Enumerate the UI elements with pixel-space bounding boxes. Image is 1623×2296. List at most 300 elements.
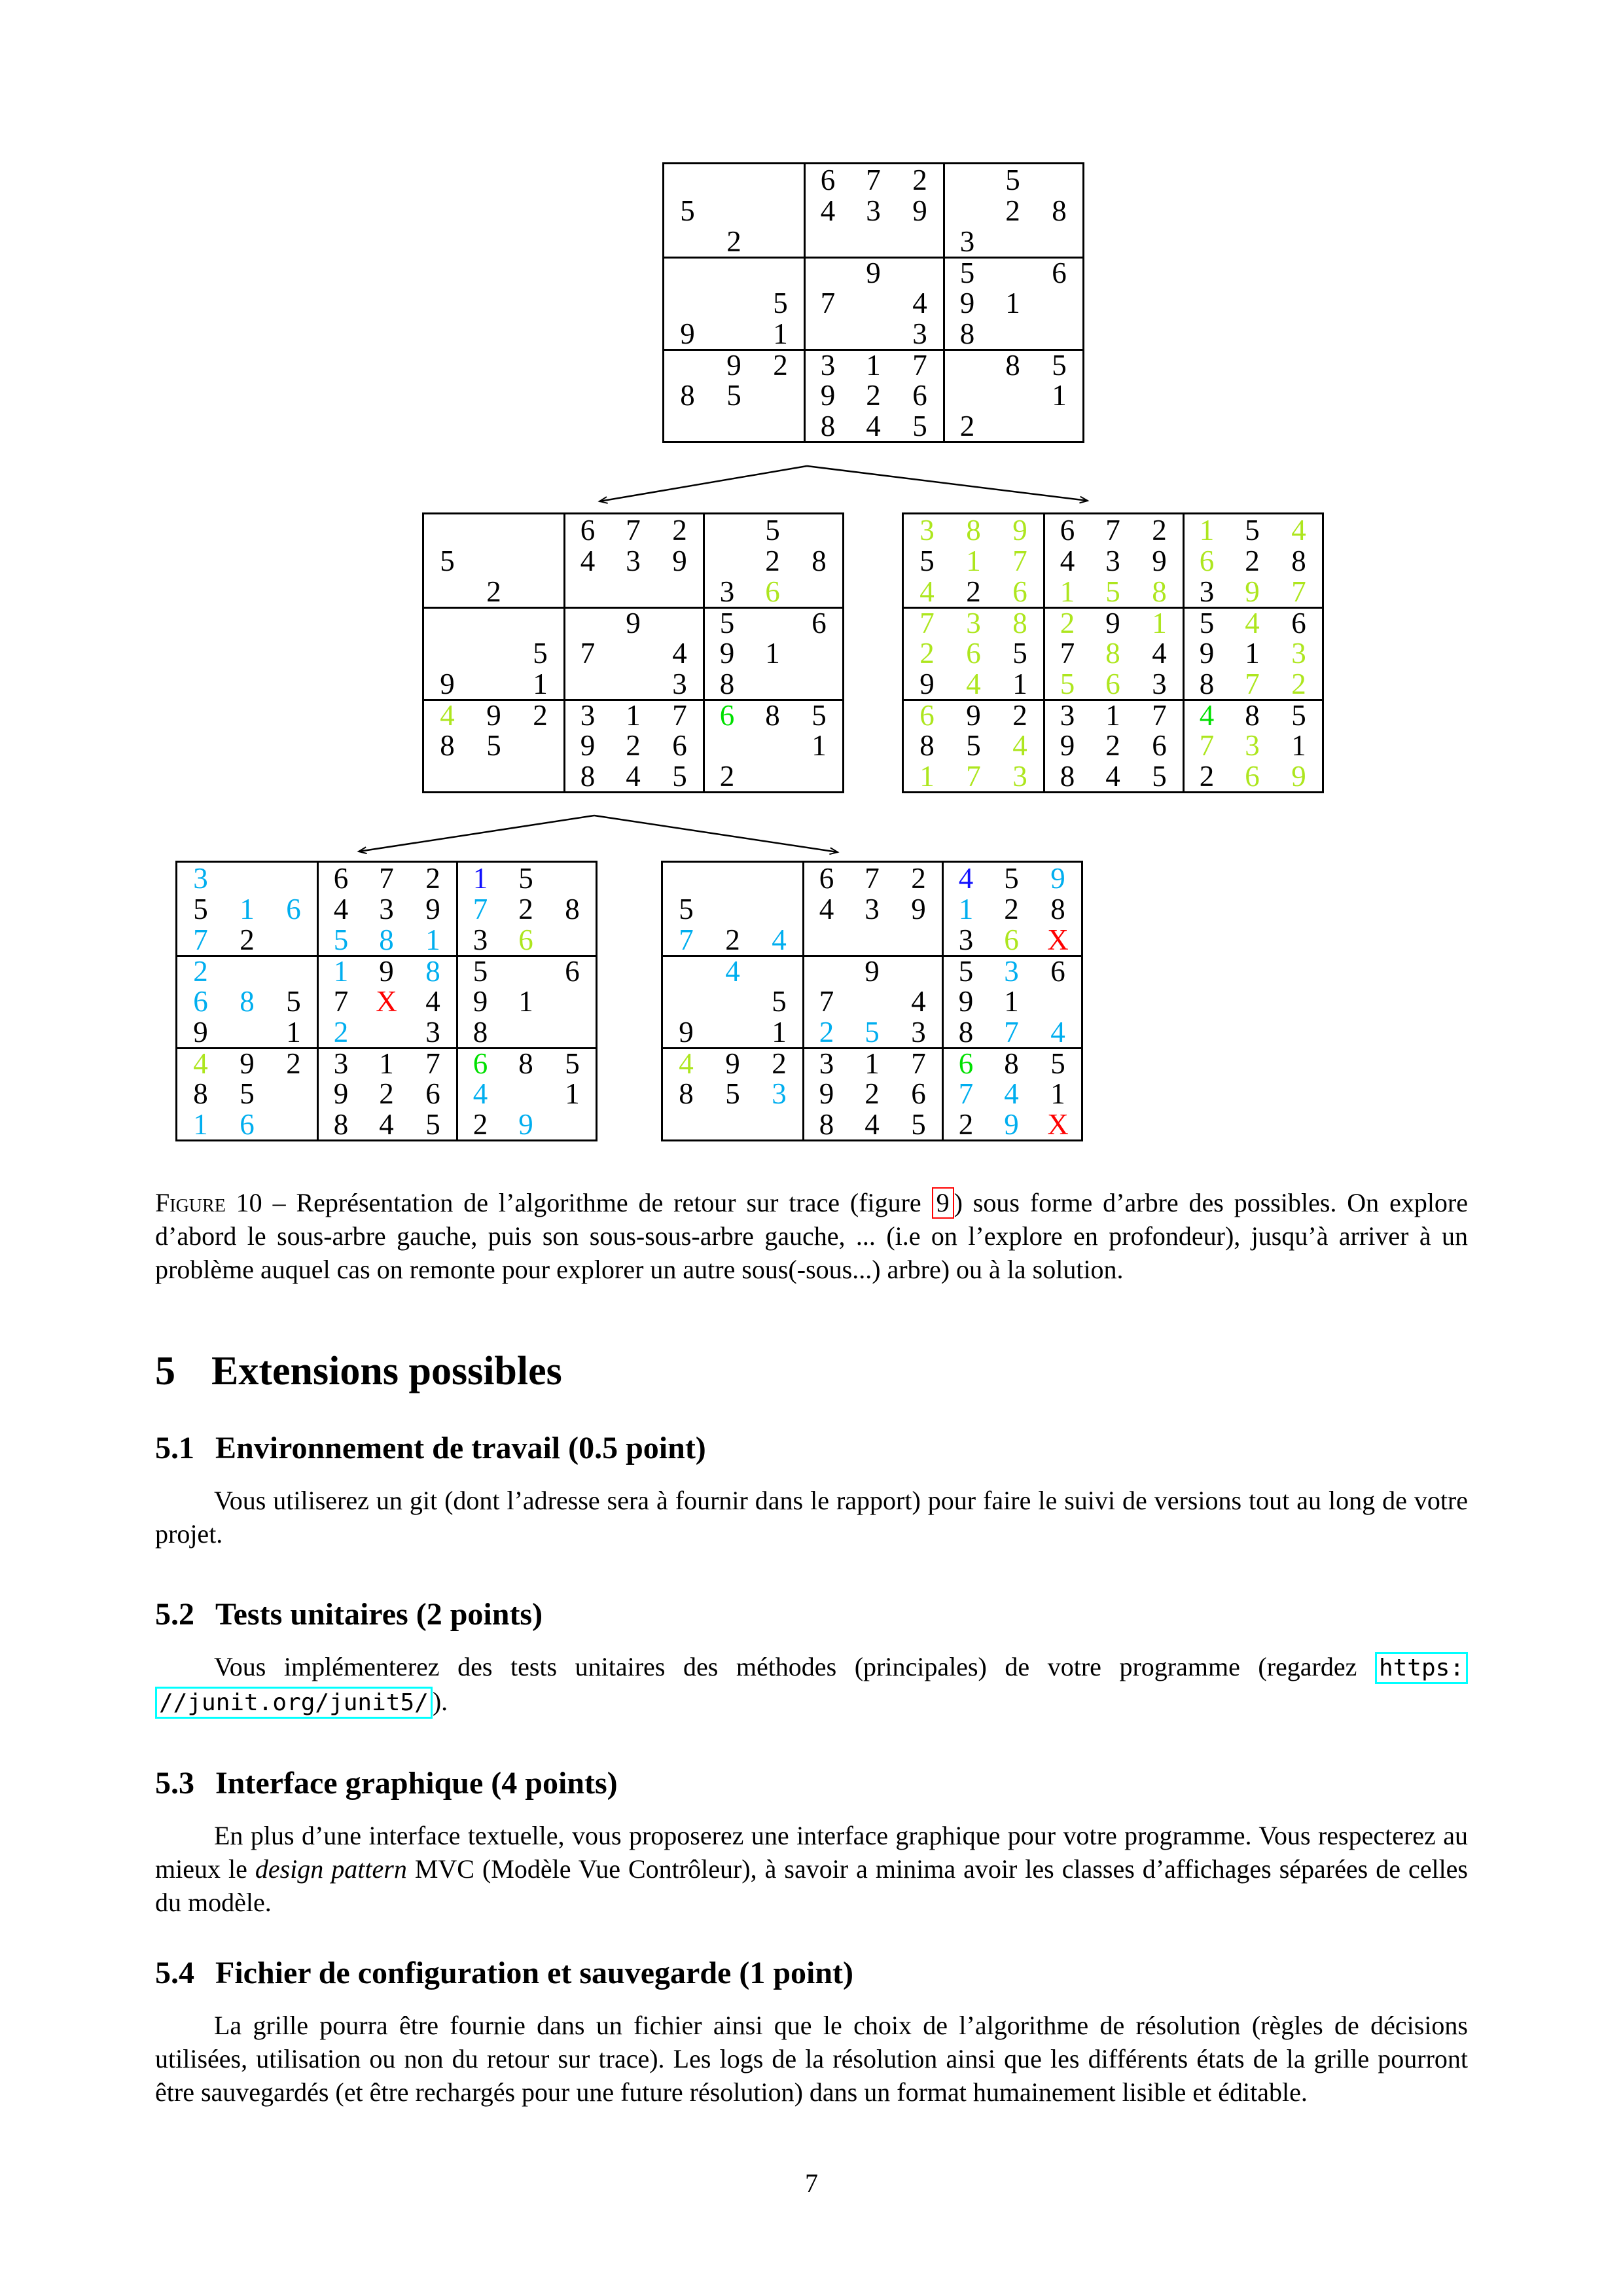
sudoku-cell: 9 xyxy=(1012,513,1027,547)
sudoku-cell: 9 xyxy=(471,699,517,730)
sudoku-cell: 6 xyxy=(911,1077,926,1110)
sudoku-cell: 3 xyxy=(802,1047,849,1078)
sudoku-cell: 9 xyxy=(709,1047,756,1078)
sudoku-cell: 2 xyxy=(177,955,224,986)
sudoku-cell xyxy=(224,863,270,893)
sudoku-cell: 9 xyxy=(672,544,687,577)
sudoku-cell xyxy=(757,164,804,195)
sudoku-cell: 8 xyxy=(240,984,255,1018)
sudoku-cell: 6 xyxy=(802,863,849,893)
sudoku-cell: 7 xyxy=(802,986,849,1016)
sudoku-cell xyxy=(471,761,517,791)
sudoku-cell xyxy=(756,1109,802,1139)
sudoku-cell: 8 xyxy=(1050,892,1065,925)
sudoku-cell: 8 xyxy=(988,1047,1035,1078)
sudoku-cell xyxy=(270,863,317,893)
sudoku-cell: 9 xyxy=(1090,607,1136,637)
sudoku-cell: 4 xyxy=(1229,607,1275,637)
sudoku-cell xyxy=(610,576,656,607)
sudoku-cell: 9 xyxy=(563,730,610,761)
sudoku-cell: 1 xyxy=(565,1077,580,1110)
sudoku-cell: 8 xyxy=(1105,636,1120,670)
tree-arrow-left-to-bottomleft xyxy=(359,816,594,852)
sudoku-cell: 4 xyxy=(865,1107,880,1141)
sudoku-cell: 6 xyxy=(804,164,850,195)
sudoku-cell xyxy=(703,545,749,576)
sudoku-cell xyxy=(749,761,796,791)
sudoku-cell: 1 xyxy=(849,1047,895,1078)
sudoku-cell: 7 xyxy=(1105,513,1120,547)
sudoku-cell xyxy=(1036,410,1082,441)
sudoku-cell: 1 xyxy=(363,1047,410,1078)
sudoku-cell: 7 xyxy=(897,349,943,380)
sudoku-cell: 4 xyxy=(1012,728,1027,762)
subsection-number: 5.4 xyxy=(155,1956,194,1990)
sudoku-cell: 9 xyxy=(317,1078,363,1109)
sudoku-cell: 2 xyxy=(703,761,749,791)
sudoku-cell: 2 xyxy=(1245,544,1260,577)
sudoku-cell xyxy=(897,226,943,257)
sudoku-cell: 3 xyxy=(1245,728,1260,762)
sudoku-cell: X xyxy=(1047,923,1069,956)
sudoku-cell xyxy=(656,607,703,637)
sudoku-cell: 7 xyxy=(193,923,208,956)
sudoku-cell: 7 xyxy=(456,893,503,924)
sudoku-cell: 8 xyxy=(802,1109,849,1139)
sudoku-cell: 4 xyxy=(379,1107,394,1141)
sudoku-cell xyxy=(802,924,849,955)
sudoku-cell xyxy=(424,637,471,668)
sudoku-cell: 5 xyxy=(765,513,780,547)
sudoku-cell: 9 xyxy=(193,1015,208,1049)
sudoku-cell xyxy=(757,257,804,287)
sudoku-cell: 8 xyxy=(456,1016,503,1047)
sudoku-cell: 2 xyxy=(672,513,687,547)
sudoku-cell xyxy=(563,576,610,607)
sudoku-cell: 2 xyxy=(270,1047,317,1078)
sudoku-cell xyxy=(424,576,471,607)
sudoku-cell: 4 xyxy=(942,863,988,893)
sudoku-cell: 5 xyxy=(193,892,208,925)
sudoku-cell xyxy=(1036,164,1082,195)
sudoku-cell: 1 xyxy=(456,863,503,893)
subsection-54-heading xyxy=(155,1955,1468,1992)
sudoku-cell: 1 xyxy=(425,923,440,956)
sudoku-cell: 8 xyxy=(379,923,394,956)
sudoku-cell xyxy=(711,257,757,287)
sudoku-cell xyxy=(796,576,842,607)
sudoku-cell xyxy=(663,986,709,1016)
sudoku-cell: 9 xyxy=(610,607,656,637)
paragraph-54: La grille pourra être fournie dans un fichier ainsi que le choix de l’algorithme de résolution (règles de décisions utilisées, utilisation ou non du retour sur trace). Les logs de la résolution ainsi que les différents états de la grille pourront être sauvegardés (et être rechargés pour une future résolution) dans un format humainement lisible et éditable. xyxy=(155,2011,1468,2107)
sudoku-cell: 7 xyxy=(1245,667,1260,700)
sudoku-cell: 8 xyxy=(1052,194,1067,227)
sudoku-cell: 9 xyxy=(919,667,935,700)
sudoku-grid-bottom-left xyxy=(175,861,597,1141)
sudoku-cell: 1 xyxy=(1291,728,1306,762)
sudoku-cell: 6 xyxy=(703,699,749,730)
sudoku-cell: 7 xyxy=(1291,575,1306,608)
sudoku-cell: 9 xyxy=(425,892,440,925)
junit-url-link-part1[interactable]: https: xyxy=(1375,1652,1468,1684)
sudoku-cell: 3 xyxy=(425,1015,440,1049)
sudoku-cell xyxy=(1035,986,1081,1016)
sudoku-cell: 5 xyxy=(726,378,741,412)
sudoku-cell xyxy=(1036,318,1082,349)
subsection-title: Environnement de travail (0.5 point) xyxy=(215,1431,706,1465)
sudoku-cell: 2 xyxy=(912,163,927,196)
sudoku-cell: 5 xyxy=(1275,699,1322,730)
sudoku-cell: 6 xyxy=(456,1047,503,1078)
sudoku-cell: 1 xyxy=(966,544,981,577)
sudoku-cell: 5 xyxy=(317,924,363,955)
sudoku-cell: 1 xyxy=(765,636,780,670)
paragraph-53 xyxy=(155,1819,1468,1919)
sudoku-cell: 5 xyxy=(1005,163,1020,196)
sudoku-cell xyxy=(664,226,711,257)
sudoku-cell xyxy=(709,893,756,924)
sudoku-cell: 8 xyxy=(410,955,456,986)
sudoku-cell xyxy=(990,410,1036,441)
sudoku-cell: 7 xyxy=(904,607,950,637)
sudoku-cell xyxy=(503,955,549,986)
sudoku-cell: 9 xyxy=(679,1015,694,1049)
sudoku-cell: 9 xyxy=(456,986,503,1016)
subsection-number: 5.2 xyxy=(155,1597,194,1632)
sudoku-cell: 4 xyxy=(1043,545,1090,576)
sudoku-cell: 3 xyxy=(942,924,988,955)
paragraph-52-text-end: ). xyxy=(432,1687,448,1716)
sudoku-cell: 1 xyxy=(518,984,533,1018)
sudoku-cell xyxy=(796,637,842,668)
sudoku-cell: 6 xyxy=(425,1077,440,1110)
sudoku-cell: 6 xyxy=(1012,575,1027,608)
sudoku-cell: 9 xyxy=(1245,575,1260,608)
sudoku-cell xyxy=(990,257,1036,287)
design-pattern-italic: design pattern xyxy=(255,1854,407,1884)
sudoku-cell xyxy=(749,668,796,699)
sudoku-cell: 5 xyxy=(1036,349,1082,380)
sudoku-cell xyxy=(711,318,757,349)
sudoku-cell: 6 xyxy=(1035,955,1081,986)
sudoku-cell: 8 xyxy=(990,349,1036,380)
sudoku-cell xyxy=(804,226,850,257)
subsection-title: Tests unitaires (2 points) xyxy=(215,1597,543,1632)
sudoku-cell: 4 xyxy=(317,893,363,924)
sudoku-cell: 9 xyxy=(518,1107,533,1141)
sudoku-cell: 3 xyxy=(1043,699,1090,730)
sudoku-cell: 4 xyxy=(802,893,849,924)
sudoku-cell: 9 xyxy=(1291,759,1306,793)
sudoku-cell xyxy=(711,195,757,226)
sudoku-cell: 4 xyxy=(1004,1077,1019,1110)
sudoku-cell xyxy=(703,514,749,545)
paragraph-53-text-end: MVC (Modèle Vue Contrôleur), à savoir a minima avoir les classes d’affichages séparées de celles du modèle. xyxy=(155,1854,1468,1917)
sudoku-cell: 1 xyxy=(1005,286,1020,319)
sudoku-cell xyxy=(549,863,596,893)
sudoku-cell: 1 xyxy=(772,1015,787,1049)
sudoku-cell: 9 xyxy=(711,349,757,380)
sudoku-cell xyxy=(549,1016,596,1047)
sudoku-cell xyxy=(756,955,802,986)
sudoku-cell: 5 xyxy=(1183,607,1229,637)
sudoku-cell: 1 xyxy=(533,667,548,700)
sudoku-cell: 9 xyxy=(802,1078,849,1109)
sudoku-grid-right-child xyxy=(902,512,1324,793)
sudoku-cell xyxy=(943,349,990,380)
figure-9-link[interactable]: 9 xyxy=(932,1187,954,1219)
sudoku-cell: 5 xyxy=(549,1047,596,1078)
sudoku-cell: 9 xyxy=(703,637,749,668)
sudoku-cell: 9 xyxy=(224,1047,270,1078)
sudoku-cell: 1 xyxy=(919,759,935,793)
sudoku-cell: 9 xyxy=(911,892,926,925)
sudoku-cell xyxy=(270,924,317,955)
sudoku-cell: 2 xyxy=(456,1109,503,1139)
sudoku-cell: 8 xyxy=(1043,761,1090,791)
sudoku-cell: 7 xyxy=(317,986,363,1016)
sudoku-cell: 8 xyxy=(1152,575,1167,608)
subsection-title: Interface graphique (4 points) xyxy=(215,1766,618,1801)
sudoku-cell: 8 xyxy=(1291,544,1306,577)
sudoku-cell: 6 xyxy=(1004,923,1019,956)
page-number: 7 xyxy=(805,2168,818,2198)
sudoku-cell xyxy=(664,287,711,318)
caption-label: Figure 10 xyxy=(155,1188,262,1217)
sudoku-cell: 3 xyxy=(1105,544,1120,577)
sudoku-cell: 9 xyxy=(1004,1107,1019,1141)
sudoku-cell: 4 xyxy=(177,1047,224,1078)
sudoku-grid-root xyxy=(662,162,1084,443)
sudoku-cell: 2 xyxy=(486,575,501,608)
sudoku-cell: 9 xyxy=(942,986,988,1016)
sudoku-cell: 3 xyxy=(672,667,687,700)
sudoku-cell: 8 xyxy=(1183,668,1229,699)
sudoku-cell xyxy=(849,986,895,1016)
sudoku-cell: 6 xyxy=(942,1047,988,1078)
sudoku-cell: 2 xyxy=(1183,761,1229,791)
sudoku-cell xyxy=(897,257,943,287)
sudoku-cell: 5 xyxy=(486,728,501,762)
paragraph-53-text: En plus d’une interface textuelle, vous proposerez une interface graphique pour votre programme. Vous respecterez au mieux le xyxy=(155,1821,1468,1884)
sudoku-cell: 4 xyxy=(1152,636,1167,670)
sudoku-cell: 2 xyxy=(966,575,981,608)
sudoku-cell xyxy=(610,668,656,699)
subsection-53-heading xyxy=(155,1765,1468,1802)
sudoku-cell: 6 xyxy=(317,863,363,893)
section-title: Extensions possibles xyxy=(211,1349,562,1393)
sudoku-cell xyxy=(517,761,563,791)
sudoku-cell: 6 xyxy=(1152,728,1167,762)
sudoku-cell: 5 xyxy=(911,1107,926,1141)
sudoku-cell xyxy=(663,1109,709,1139)
sudoku-cell: 2 xyxy=(1005,194,1020,227)
sudoku-grid-bottom-right xyxy=(661,861,1083,1141)
paragraph-52 xyxy=(155,1650,1468,1719)
sudoku-cell: 5 xyxy=(1004,861,1019,895)
junit-url-link-part2[interactable]: //junit.org/junit5/ xyxy=(155,1687,433,1719)
sudoku-cell: 2 xyxy=(765,544,780,577)
sudoku-cell: 1 xyxy=(193,1107,208,1141)
sudoku-cell xyxy=(610,637,656,668)
sudoku-cell: 2 xyxy=(317,1016,363,1047)
sudoku-cell: 7 xyxy=(1136,699,1183,730)
sudoku-cell: 5 xyxy=(518,861,533,895)
sudoku-cell xyxy=(943,195,990,226)
sudoku-cell xyxy=(517,576,563,607)
subsection-52-heading xyxy=(155,1596,1468,1633)
sudoku-cell: 5 xyxy=(725,1077,740,1110)
sudoku-cell: 7 xyxy=(626,513,641,547)
subsection-number: 5.1 xyxy=(155,1431,194,1465)
sudoku-cell: 8 xyxy=(563,761,610,791)
sudoku-cell: 5 xyxy=(943,257,990,287)
sudoku-cell xyxy=(850,226,897,257)
sudoku-cell xyxy=(656,576,703,607)
sudoku-cell: 9 xyxy=(1152,544,1167,577)
sudoku-cell xyxy=(943,380,990,410)
sudoku-cell: 1 xyxy=(1245,636,1260,670)
sudoku-cell: 4 xyxy=(709,955,756,986)
sudoku-cell: 1 xyxy=(1136,607,1183,637)
sudoku-cell: 5 xyxy=(1245,513,1260,547)
paragraph-52-text: Vous implémenterez des tests unitaires des méthodes (principales) de votre programme (regardez xyxy=(214,1652,1375,1681)
sudoku-cell xyxy=(270,1078,317,1109)
sudoku-cell xyxy=(517,730,563,761)
sudoku-cell: 3 xyxy=(911,1015,926,1049)
sudoku-cell: 1 xyxy=(942,893,988,924)
sudoku-cell xyxy=(503,1078,549,1109)
sudoku-cell: X xyxy=(376,984,397,1018)
sudoku-cell: 8 xyxy=(679,1077,694,1110)
sudoku-cell: 3 xyxy=(456,924,503,955)
sudoku-cell: 4 xyxy=(626,759,641,793)
sudoku-cell: 5 xyxy=(1035,1047,1081,1078)
sudoku-cell xyxy=(471,514,517,545)
sudoku-cell: 1 xyxy=(1043,576,1090,607)
sudoku-cell: 9 xyxy=(680,317,695,350)
sudoku-cell xyxy=(224,1016,270,1047)
section-number: 5 xyxy=(155,1349,175,1393)
sudoku-cell: 9 xyxy=(849,955,895,986)
sudoku-cell: 1 xyxy=(1050,1077,1065,1110)
sudoku-cell: 2 xyxy=(997,699,1043,730)
sudoku-cell xyxy=(471,545,517,576)
sudoku-cell: 5 xyxy=(1105,575,1120,608)
paragraph-51: Vous utiliserez un git (dont l’adresse sera à fournir dans le rapport) pour faire le suivi de versions tout au long de votre projet. xyxy=(155,1486,1468,1549)
sudoku-cell: 5 xyxy=(703,607,749,637)
sudoku-cell: 5 xyxy=(286,984,301,1018)
sudoku-cell: 1 xyxy=(317,955,363,986)
sudoku-cell: 5 xyxy=(1012,636,1027,670)
sudoku-cell: 6 xyxy=(1245,759,1260,793)
sudoku-cell xyxy=(895,955,942,986)
section-5-heading xyxy=(155,1348,1468,1394)
sudoku-cell: 9 xyxy=(1043,730,1090,761)
sudoku-cell: 1 xyxy=(610,699,656,730)
sudoku-cell xyxy=(796,514,842,545)
sudoku-cell: 2 xyxy=(1004,892,1019,925)
sudoku-cell: 5 xyxy=(425,1107,440,1141)
sudoku-cell: 2 xyxy=(1043,607,1090,637)
sudoku-cell: 4 xyxy=(672,636,687,670)
sudoku-cell: 8 xyxy=(193,1077,208,1110)
sudoku-cell: 8 xyxy=(749,699,796,730)
sudoku-cell xyxy=(796,761,842,791)
sudoku-cell xyxy=(224,955,270,986)
sudoku-cell xyxy=(471,668,517,699)
sudoku-cell: 5 xyxy=(912,409,927,442)
sudoku-cell: 3 xyxy=(865,892,880,925)
sudoku-cell: 9 xyxy=(850,257,897,287)
sudoku-cell xyxy=(943,164,990,195)
sudoku-cell xyxy=(517,514,563,545)
sudoku-cell xyxy=(804,318,850,349)
sudoku-cell xyxy=(711,287,757,318)
subsection-51-heading xyxy=(155,1430,1468,1467)
sudoku-cell: 9 xyxy=(1050,861,1065,895)
sudoku-cell xyxy=(757,195,804,226)
sudoku-cell xyxy=(895,924,942,955)
sudoku-cell: 7 xyxy=(865,861,880,895)
sudoku-cell xyxy=(709,863,756,893)
figure-caption xyxy=(155,1186,1468,1286)
sudoku-cell: 6 xyxy=(563,514,610,545)
sudoku-cell: 8 xyxy=(317,1109,363,1139)
sudoku-cell: 5 xyxy=(456,955,503,986)
sudoku-cell: 7 xyxy=(410,1047,456,1078)
sudoku-cell: 8 xyxy=(942,1016,988,1047)
sudoku-cell: 5 xyxy=(680,194,695,227)
sudoku-cell: 6 xyxy=(796,607,842,637)
sudoku-cell: 9 xyxy=(1183,637,1229,668)
sudoku-cell xyxy=(709,986,756,1016)
sudoku-cell: 7 xyxy=(1004,1015,1019,1049)
sudoku-cell xyxy=(664,257,711,287)
sudoku-cell: 7 xyxy=(379,861,394,895)
sudoku-cell: 9 xyxy=(943,287,990,318)
sudoku-cell: 9 xyxy=(363,955,410,986)
sudoku-grid-left-child xyxy=(422,512,844,793)
sudoku-cell: 2 xyxy=(425,861,440,895)
sudoku-cell: 3 xyxy=(950,607,997,637)
sudoku-cell: 3 xyxy=(1291,636,1306,670)
sudoku-cell: 6 xyxy=(1105,667,1120,700)
sudoku-cell: 4 xyxy=(1050,1015,1065,1049)
sudoku-cell: 4 xyxy=(912,286,927,319)
sudoku-cell: 8 xyxy=(440,728,455,762)
sudoku-cell: 8 xyxy=(503,1047,549,1078)
sudoku-cell xyxy=(471,607,517,637)
sudoku-cell xyxy=(664,410,711,441)
sudoku-cell: 7 xyxy=(942,1078,988,1109)
sudoku-cell: 7 xyxy=(1183,730,1229,761)
sudoku-cell: 2 xyxy=(240,923,255,956)
sudoku-cell: 7 xyxy=(656,699,703,730)
sudoku-cell: 6 xyxy=(1275,607,1322,637)
subsection-title: Fichier de configuration et sauvegarde (1 point) xyxy=(215,1956,854,1990)
sudoku-cell: 8 xyxy=(1229,699,1275,730)
sudoku-cell: 5 xyxy=(919,544,935,577)
sudoku-cell: 3 xyxy=(1012,759,1027,793)
sudoku-cell: 3 xyxy=(1152,667,1167,700)
sudoku-cell: 3 xyxy=(988,955,1035,986)
sudoku-cell xyxy=(796,668,842,699)
sudoku-cell xyxy=(990,318,1036,349)
sudoku-cell xyxy=(749,607,796,637)
sudoku-cell: 9 xyxy=(804,380,850,410)
sudoku-cell: 8 xyxy=(812,544,827,577)
